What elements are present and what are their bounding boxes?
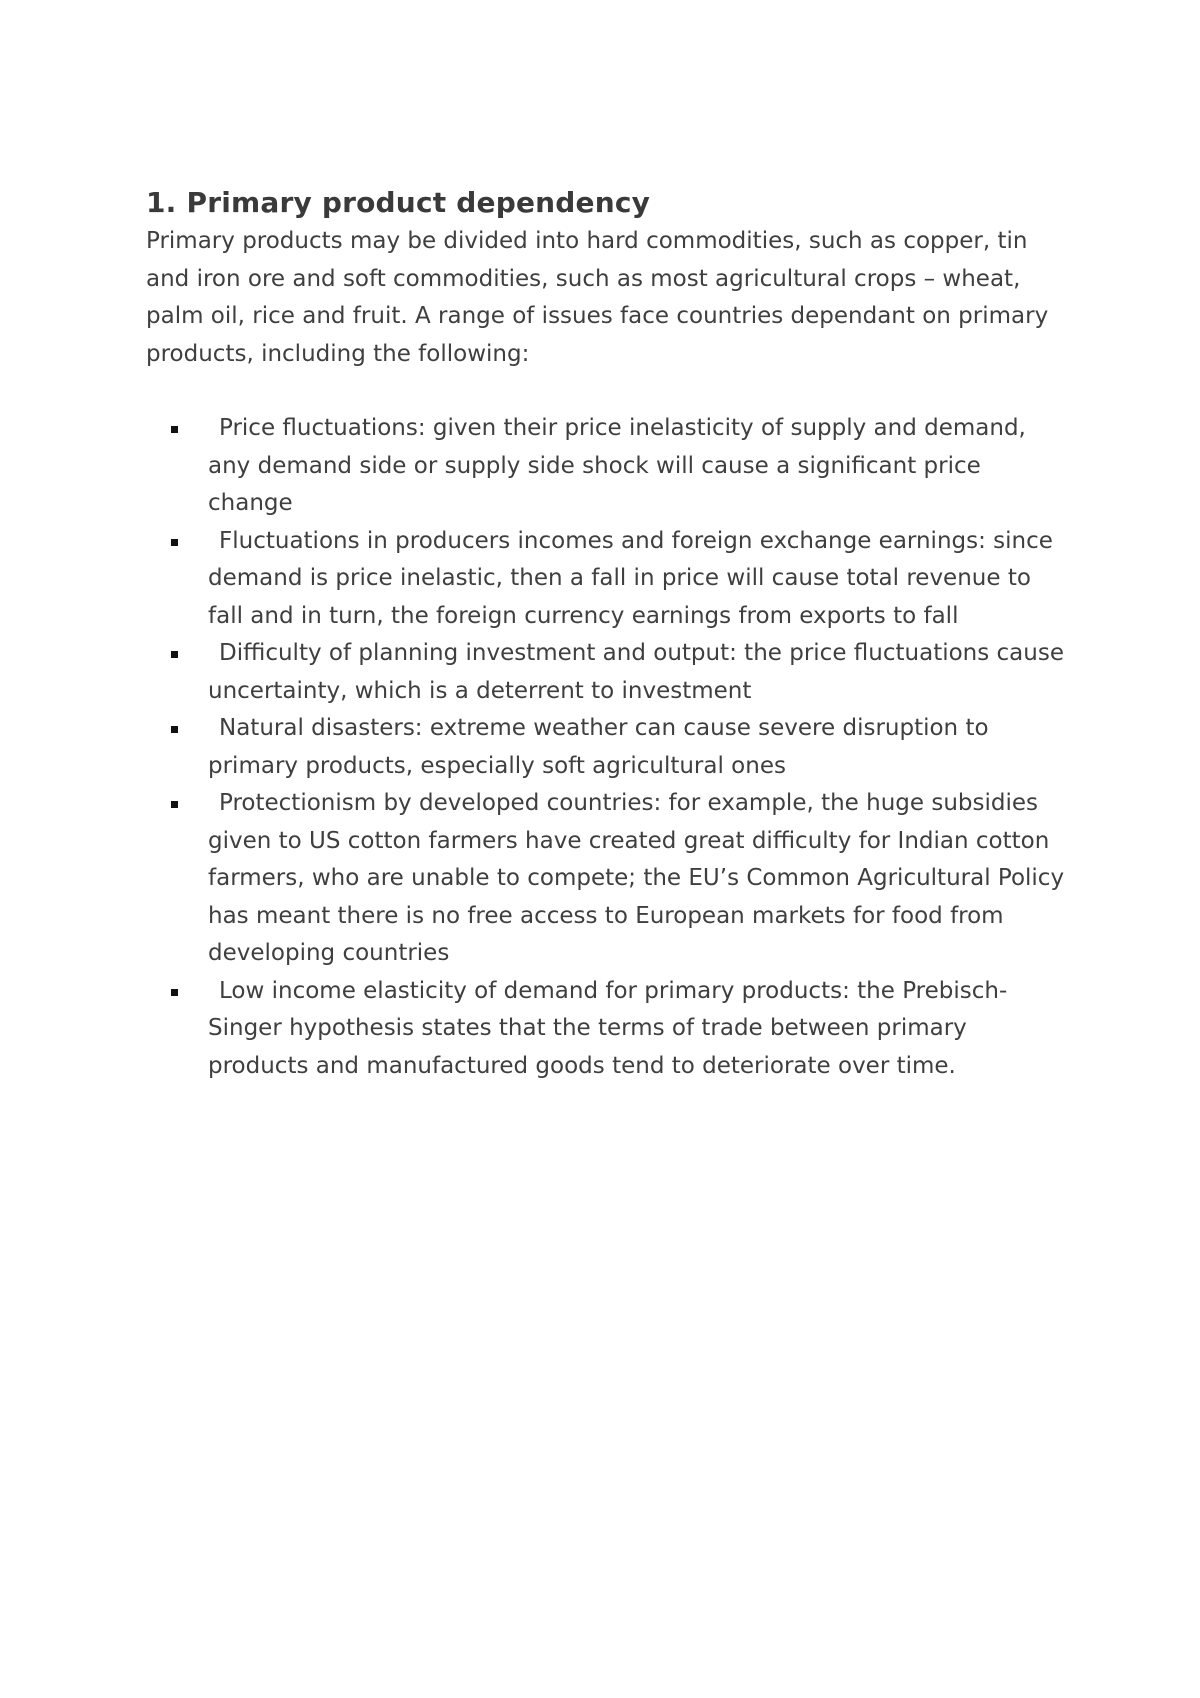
list-item	[146, 523, 1066, 636]
list-item-text: Price fluctuations: given their price inelasticity of supply and demand, any demand side or supply side shock will cause a significant price change	[208, 415, 1026, 516]
square-bullet-icon	[171, 539, 178, 546]
square-bullet-icon	[171, 801, 178, 808]
list-item	[146, 785, 1066, 973]
document-content	[146, 183, 1066, 1085]
square-bullet-icon	[171, 989, 178, 996]
square-bullet-icon	[171, 726, 178, 733]
list-item	[146, 973, 1066, 1086]
list-item	[146, 710, 1066, 785]
square-bullet-icon	[171, 651, 178, 658]
square-bullet-icon	[171, 426, 178, 433]
list-item-text: Low income elasticity of demand for primary products: the Prebisch-Singer hypothesis states that the terms of trade between primary products and manufactured goods tend to deteriorate over time.	[208, 977, 1008, 1079]
intro-paragraph: Primary products may be divided into hard commodities, such as copper, tin and iron ore and soft commodities, such as most agricultural crops – wheat, palm oil, rice and fruit. A range of issues face countries dependant on primary products, including the following:	[146, 228, 1049, 367]
list-item-text: Protectionism by developed countries: for example, the huge subsidies given to US cotton farmers have created great difficulty for Indian cotton farmers, who are unable to compete; the EU’s Common Agricultural Policy has meant there is no free access to European markets for food from developing countries	[208, 790, 1065, 966]
section-heading: 1. Primary product dependency	[146, 186, 651, 219]
list-item	[146, 410, 1066, 523]
issues-list	[146, 410, 1066, 1085]
list-item	[146, 635, 1066, 710]
list-item-text: Fluctuations in producers incomes and foreign exchange earnings: since demand is price inelastic, then a fall in price will cause total revenue to fall and in turn, the foreign currency earnings from exports to fall	[208, 527, 1053, 629]
list-item-text: Difficulty of planning investment and output: the price fluctuations cause uncertainty, which is a deterrent to investment	[208, 640, 1064, 704]
list-item-text: Natural disasters: extreme weather can cause severe disruption to primary products, especially soft agricultural ones	[208, 715, 989, 779]
